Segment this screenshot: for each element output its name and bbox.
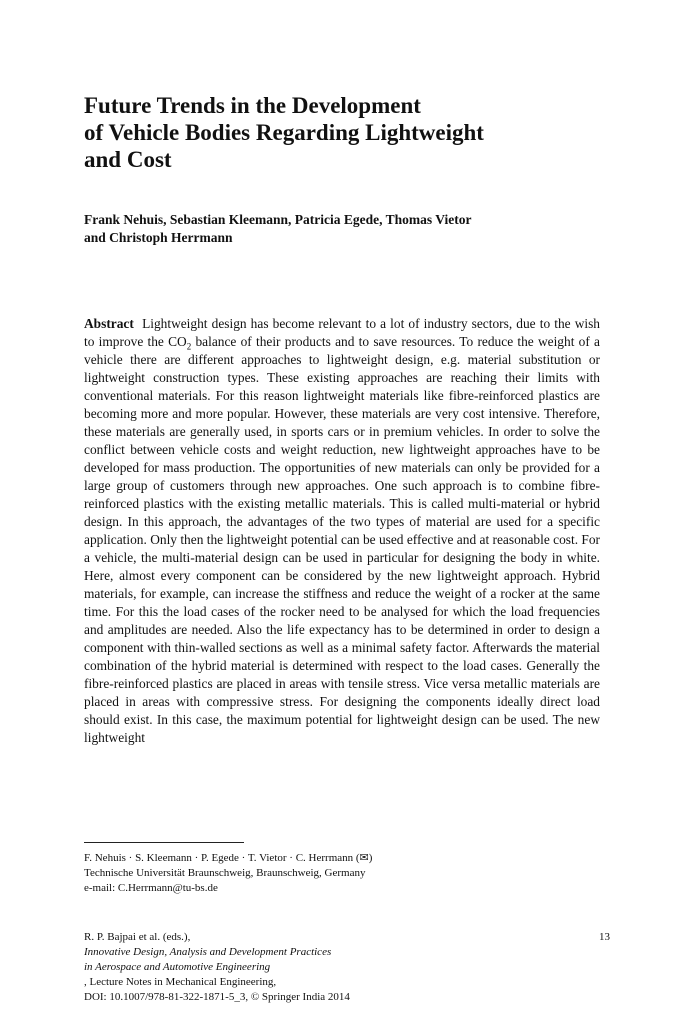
abstract-text-part-1: Lightweight design has become relevant to a lot of industry sectors, due to the wish to improve the CO — [84, 316, 601, 349]
title-line-3: and Cost — [84, 147, 172, 172]
paper-title — [84, 92, 624, 173]
citation-editors: R. P. Bajpai et al. (eds.), — [84, 931, 191, 943]
citation-series: , Lecture Notes in Mechanical Engineering, — [84, 976, 277, 988]
abstract-label: Abstract — [84, 316, 134, 331]
citation-book-title-1: Innovative Design, Analysis and Development Practices — [84, 946, 332, 958]
citation-line-2 — [84, 960, 564, 990]
abstract-text-part-2: balance of their products and to save resources. To reduce the weight of a vehicle there are different approaches to lightweight design, e.g. material substitution or lightweight construction types. These existing approaches are reaching their limits with conventional materials. For this reason lightweight materials like fibre-reinforced plastics are becoming more and more popular. However, these materials are very cost intensive. Therefore, these materials are generally used, in sports cars or in premium vehicles. In order to solve the conflict between vehicle costs and weight reduction, new lightweight approaches have to be developed for mass production. The opportunities of new materials can only be provided for a large group of customers through new approaches. One such approach is to combine fibre-reinforced plastics with the existing metallic materials. This is called multi-material or hybrid design. In this approach, the advantages of the two types of material are used for a specific application. Only then the lightweight potential can be used effective and at reasonable cost. For a vehicle, the multi-material design can be used in particular for designing the body in white. Here, almost every component can be considered by the new lightweight approach. Hybrid materials, for example, can increase the stiffness and reduce the weight of a rocker at the same time. For this the load cases of the rocker need to be analysed for which the load frequencies and amplitudes are needed. Also the life expectancy has to be determined in order to design a component with thin-walled sections as well as a minimal safety factor. Afterwards the material combination of the hybrid material is determined with respect to the load cases. Generally the fibre-reinforced plastics are placed in areas with tensile stress. Vice versa metallic materials are placed in areas with compressive stress. For designing the components ideally direct load should exist. In this case, the maximum potential for lightweight design can be used. The new lightweight — [84, 334, 600, 745]
footnote-email: e-mail: C.Herrmann@tu-bs.de — [84, 882, 218, 894]
page-number: 13 — [599, 931, 610, 943]
citation-doi: DOI: 10.1007/978-81-322-1871-5_3, © Springer India 2014 — [84, 991, 350, 1003]
footnote-authors: F. Nehuis · S. Kleemann · P. Egede · T. Vietor · C. Herrmann (✉) — [84, 852, 373, 864]
authors-line-2: and Christoph Herrmann — [84, 230, 233, 245]
author-list — [84, 211, 604, 247]
title-line-1: Future Trends in the Development — [84, 93, 421, 118]
citation-book-title-2: in Aerospace and Automotive Engineering — [84, 961, 271, 973]
citation-block — [84, 930, 564, 1005]
citation-line-1 — [84, 930, 564, 960]
authors-line-1: Frank Nehuis, Sebastian Kleemann, Patricia Egede, Thomas Vietor — [84, 212, 472, 227]
abstract — [84, 315, 600, 747]
footnote-divider — [84, 842, 244, 843]
title-line-2: of Vehicle Bodies Regarding Lightweight — [84, 120, 484, 145]
footnote-affiliation: Technische Universität Braunschweig, Braunschweig, Germany — [84, 867, 366, 879]
author-affiliation-footnote — [84, 851, 584, 896]
abstract-subscript: 2 — [186, 341, 192, 352]
